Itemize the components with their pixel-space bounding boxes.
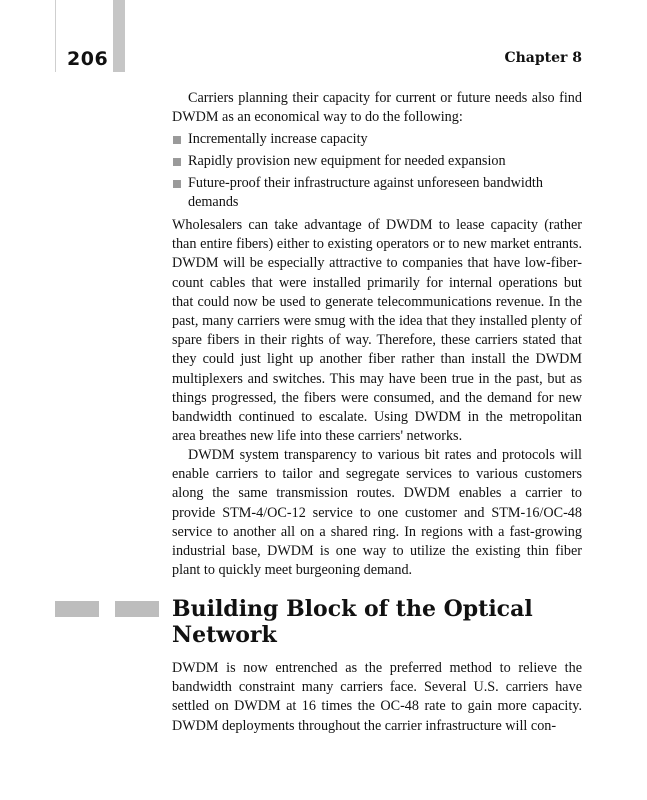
page-number: 206	[67, 48, 109, 70]
bullet-item	[172, 130, 582, 149]
bullet-list	[172, 130, 582, 215]
bullet-item	[172, 152, 582, 171]
bullet-text: Future-proof their infrastructure against unforeseen bandwidth demands	[188, 175, 543, 210]
square-bullet-icon	[173, 158, 181, 166]
bullet-text: Rapidly provision new equipment for needed expansion	[188, 153, 506, 169]
tab-divider	[55, 0, 56, 72]
section-heading: Building Block of the Optical Network	[172, 596, 533, 648]
square-bullet-icon	[173, 180, 181, 188]
paragraph-wholesalers: Wholesalers can take advantage of DWDM to lease capacity (rather than entire fibers) either to existing operators or to new market entrants. DWDM will be especially attractive to companies that have low-fiber-count cables that were installed primarily for internal operations but that could now be used to generate telecommunications revenue. In the past, many carriers were smug with the idea that they installed plenty of spare fibers in their rights of way. Therefore, these carriers stated that they could just light up another fiber rather than install the DWDM multiplexers and switches. This may have been true in the past, but as things progressed, the fibers were consumed, and the demand for new bandwidth continued to escalate. Using DWDM in the metropolitan area breathes new life into these carriers' networks.	[172, 217, 582, 445]
paragraph-transparency: DWDM system transparency to various bit rates and protocols will enable carriers to tailor and segregate services to various customers along the same transmission routes. DWDM enables a carrier to provide STM-4/OC-12 service to one customer and STM-16/OC-48 service to another all on a shared ring. In regions with a fast-growing industrial base, DWDM is one way to utilize the existing thin fiber plant to quickly meet burgeoning demand.	[172, 447, 582, 579]
intro-paragraph: Carriers planning their capacity for current or future needs also find DWDM as an economical way to do the following:	[172, 90, 582, 126]
heading-decoration-bar	[115, 601, 159, 617]
tab-accent-bar	[113, 0, 125, 72]
square-bullet-icon	[173, 136, 181, 144]
running-header-chapter: Chapter 8	[504, 50, 582, 66]
paragraph-section: DWDM is now entrenched as the preferred method to relieve the bandwidth constraint many carriers face. Several U.S. carriers have settled on DWDM at 16 times the OC-48 rate to gain more capacity. DWDM deployments throughout the carrier infrastructure will con-	[172, 660, 582, 734]
page-number-tab	[55, 0, 125, 72]
bullet-text: Incrementally increase capacity	[188, 131, 368, 147]
bullet-item	[172, 174, 582, 212]
heading-decoration-bar	[55, 601, 99, 617]
